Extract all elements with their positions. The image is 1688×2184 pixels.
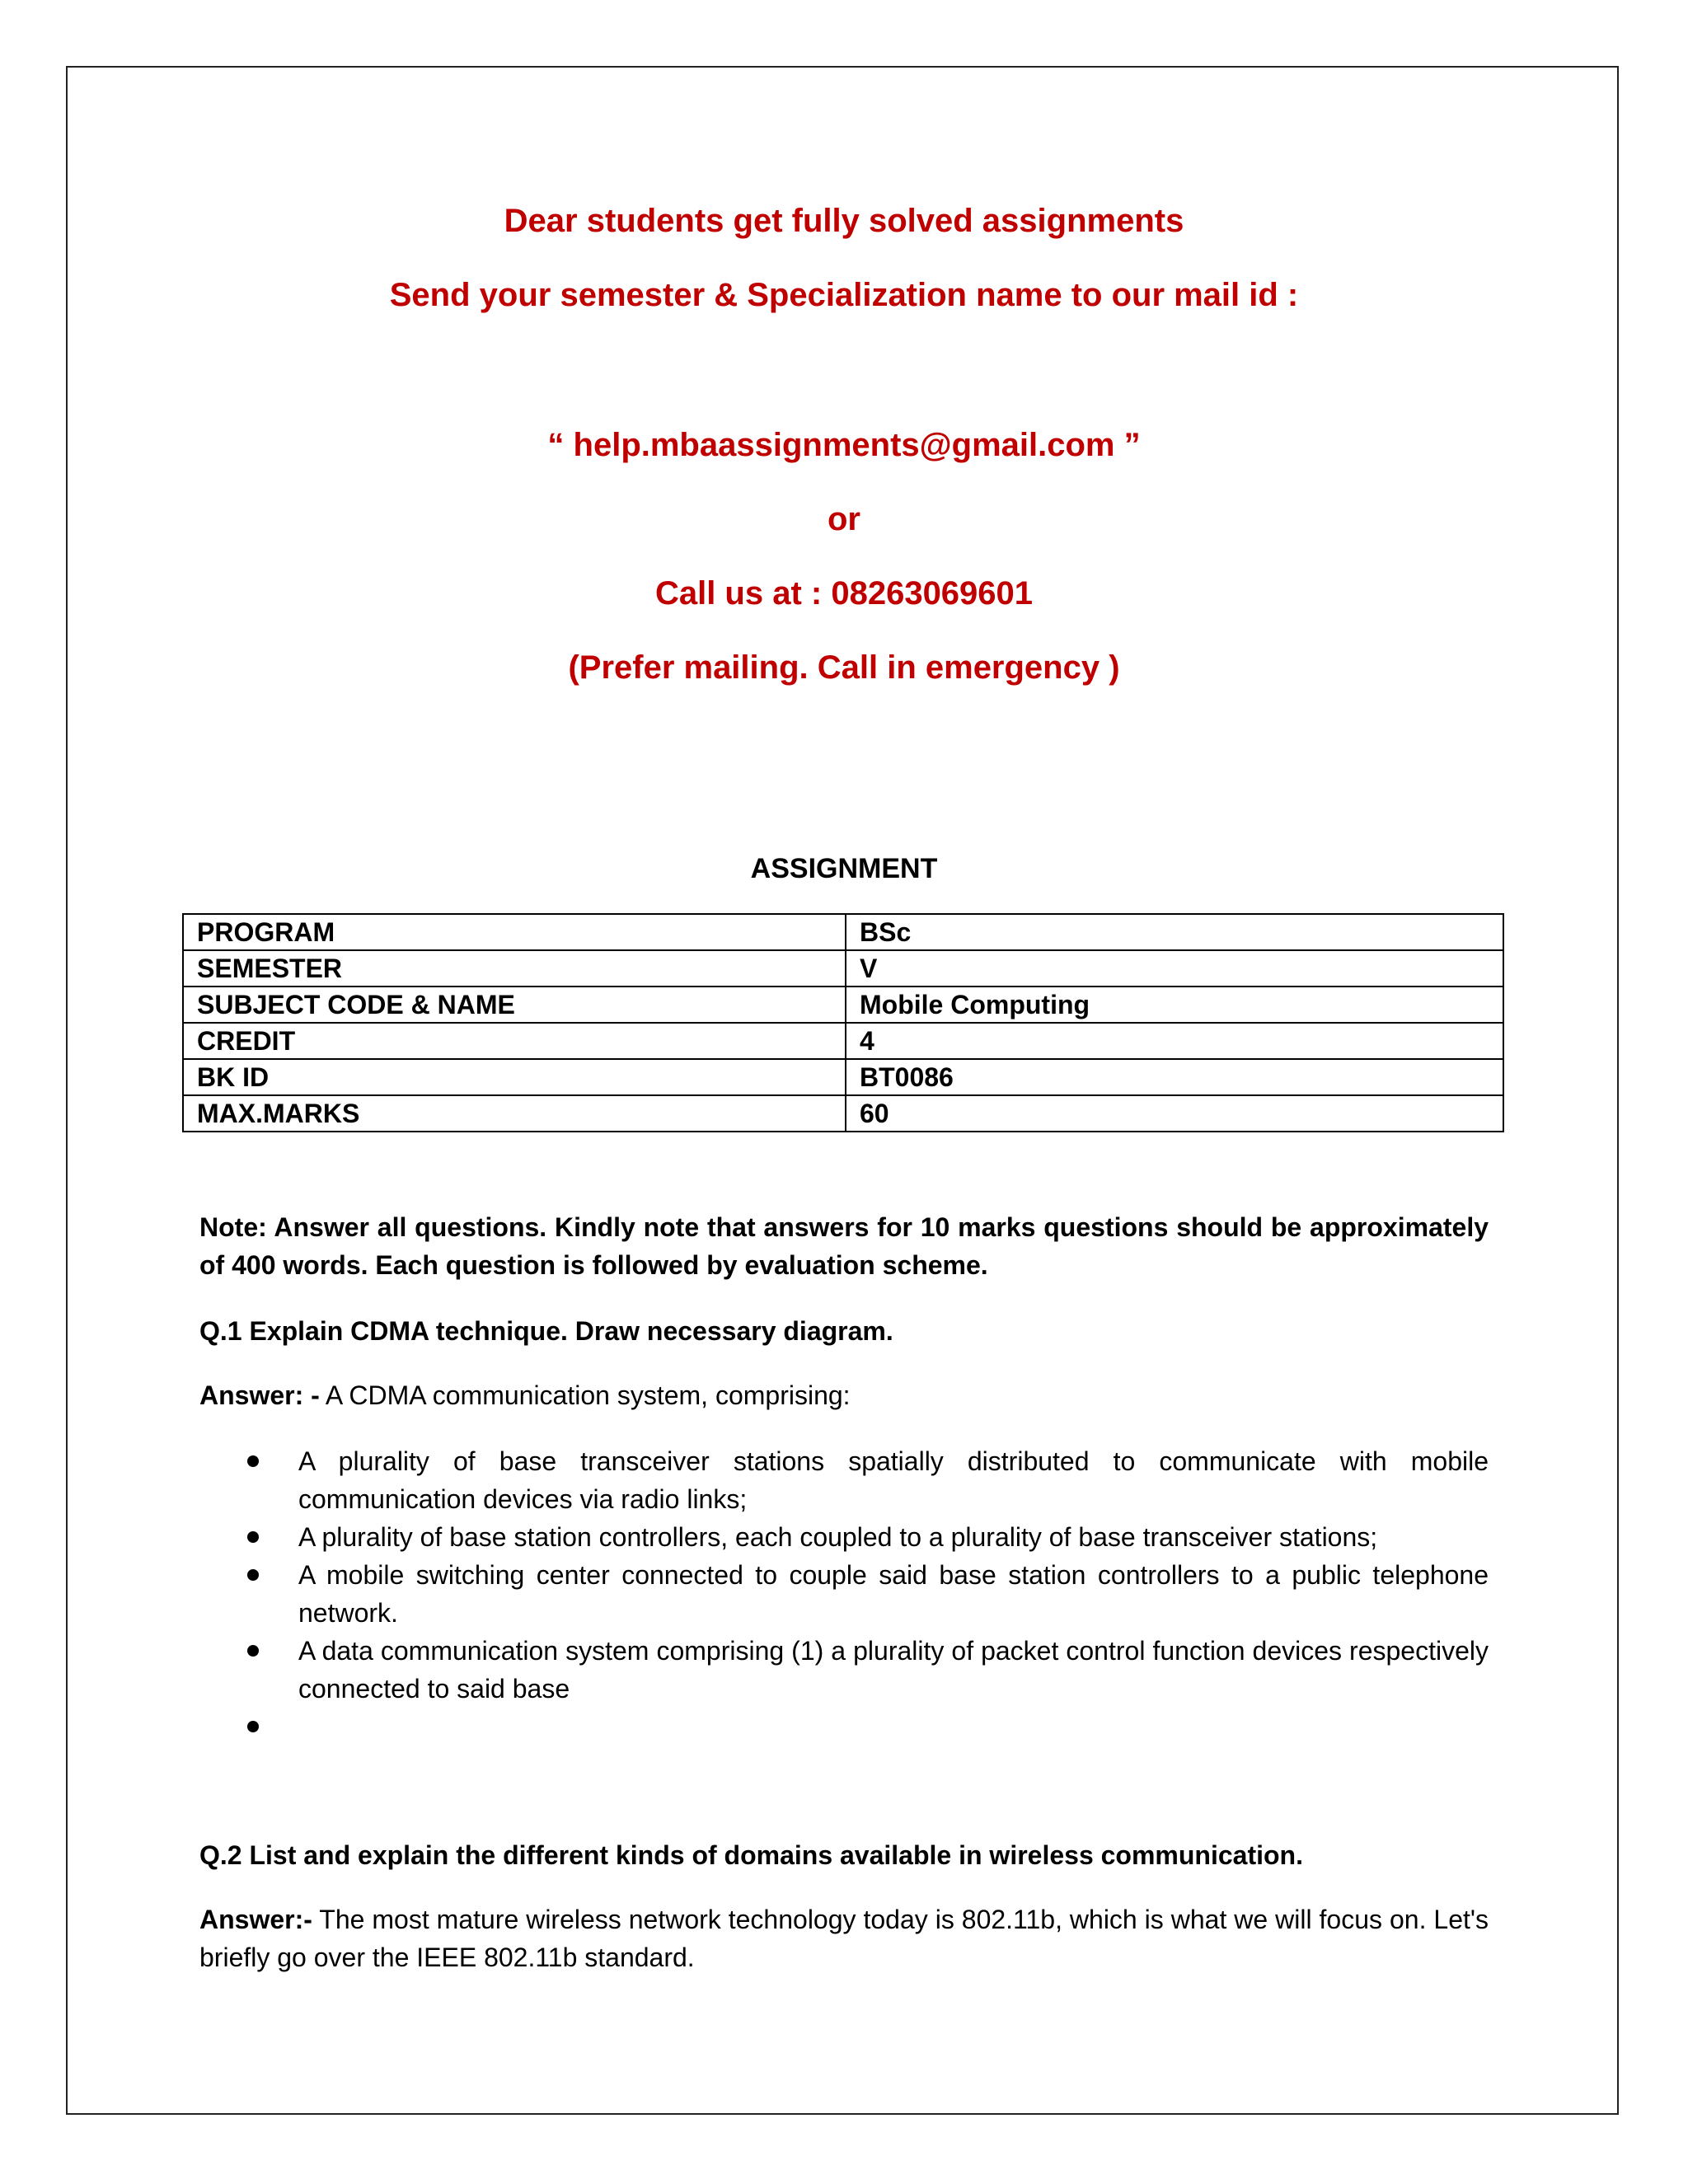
- table-row: [183, 1023, 1503, 1059]
- table-row: [183, 914, 1503, 950]
- list-item: [199, 1556, 1489, 1632]
- table-label: SEMESTER: [183, 950, 846, 987]
- table-value: BT0086: [846, 1059, 1503, 1095]
- q2-answer: [199, 1900, 1489, 1976]
- list-item: [199, 1442, 1489, 1518]
- q1-answer-text: A CDMA communication system, comprising:: [319, 1380, 851, 1410]
- table-label: CREDIT: [183, 1023, 846, 1059]
- list-item-text: A plurality of base station controllers, each coupled to a plurality of base transceiver stations;: [298, 1522, 1378, 1552]
- table-row: [183, 1059, 1503, 1095]
- list-item-text: A plurality of base transceiver stations spatially distributed to communicate with mobile communication devices via radio links;: [298, 1446, 1489, 1514]
- q1-answer: [199, 1376, 1489, 1414]
- table-row: [183, 1095, 1503, 1132]
- q1-bullet-list: [199, 1442, 1489, 1746]
- table-value: 60: [846, 1095, 1503, 1132]
- table-row: [183, 950, 1503, 987]
- promo-call: Call us at : 08263069601: [654, 575, 1034, 612]
- table-row: [183, 987, 1503, 1023]
- q2-answer-label: Answer:-: [199, 1905, 312, 1934]
- list-item: [199, 1518, 1489, 1556]
- list-item: [199, 1632, 1489, 1708]
- promo-email[interactable]: “ help.mbaassignments@gmail.com ”: [547, 427, 1141, 463]
- table-label: BK ID: [183, 1059, 846, 1095]
- promo-line-2: Send your semester & Specialization name to our mail id :: [389, 277, 1299, 313]
- bullet-icon: [247, 1569, 259, 1581]
- assignment-info-table: [182, 913, 1504, 1132]
- q2-question: Q.2 List and explain the different kinds of domains available in wireless communication.: [199, 1840, 1303, 1870]
- bullet-icon: [247, 1455, 259, 1467]
- bullet-icon: [247, 1531, 259, 1543]
- bullet-icon: [247, 1721, 259, 1732]
- promo-or: or: [828, 501, 860, 537]
- q1-question: Q.1 Explain CDMA technique. Draw necessary diagram.: [199, 1316, 893, 1346]
- promo-line-1: Dear students get fully solved assignments: [504, 203, 1184, 239]
- table-label: PROGRAM: [183, 914, 846, 950]
- list-item-text: A data communication system comprising (1) a plurality of packet control function devices respectively connected to said base: [298, 1636, 1489, 1704]
- table-label: MAX.MARKS: [183, 1095, 846, 1132]
- list-item-text: A mobile switching center connected to couple said base station controllers to a public telephone network.: [298, 1560, 1489, 1628]
- assignment-title: ASSIGNMENT: [750, 853, 938, 884]
- table-value: Mobile Computing: [846, 987, 1503, 1023]
- table-label: SUBJECT CODE & NAME: [183, 987, 846, 1023]
- table-value: 4: [846, 1023, 1503, 1059]
- table-value: BSc: [846, 914, 1503, 950]
- bullet-icon: [247, 1645, 259, 1657]
- note-text: Note: Answer all questions. Kindly note that answers for 10 marks questions should be approximately of 400 words. Each question is followed by evaluation scheme.: [199, 1212, 1489, 1280]
- q2-answer-text: The most mature wireless network technology today is 802.11b, which is what we will focus on. Let's briefly go over the IEEE 802.11b standard.: [199, 1905, 1489, 1972]
- table-value: V: [846, 950, 1503, 987]
- q1-answer-label: Answer: -: [199, 1380, 320, 1410]
- list-item: [199, 1708, 1489, 1746]
- promo-prefer: (Prefer mailing. Call in emergency ): [568, 649, 1120, 686]
